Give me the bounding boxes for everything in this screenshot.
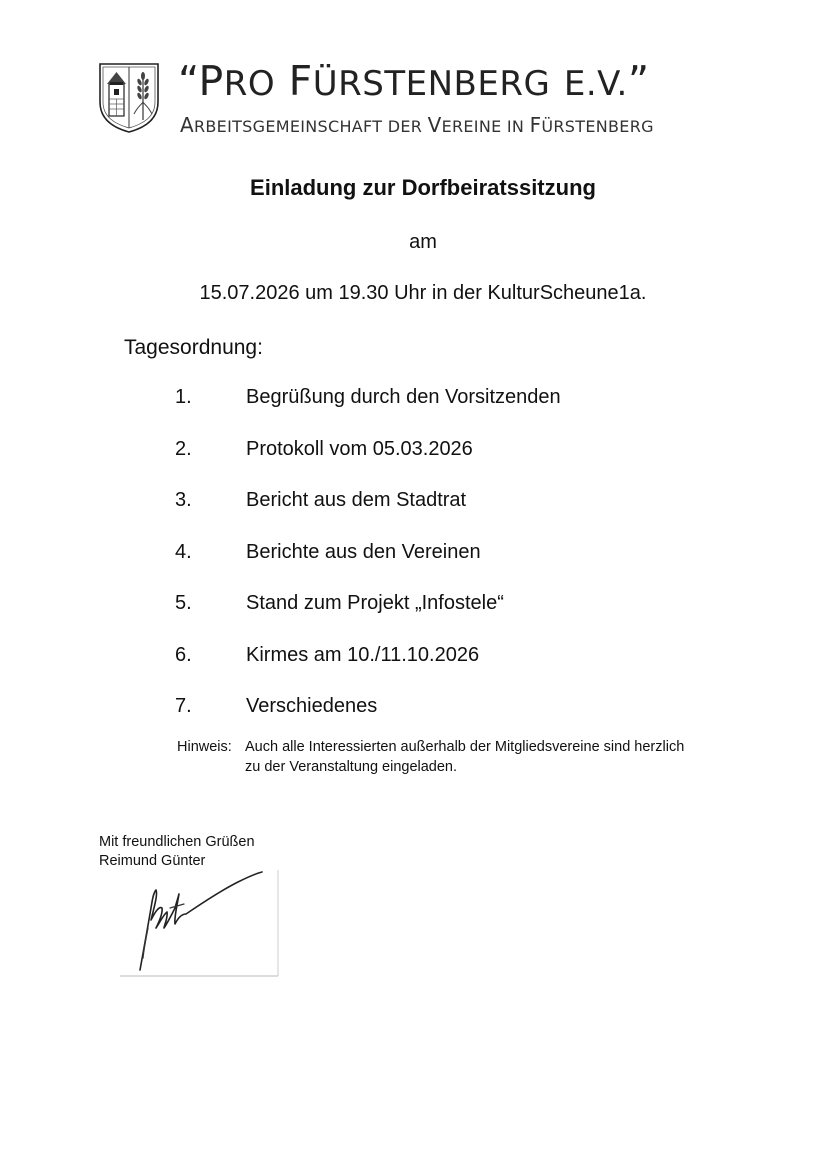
coat-of-arms-icon xyxy=(98,62,160,134)
agenda-item-text: Berichte aus den Vereinen xyxy=(246,540,481,563)
agenda-item-text: Begrüßung durch den Vorsitzenden xyxy=(246,386,561,408)
agenda-item-text: Verschiedenes xyxy=(246,695,378,717)
agenda-item-text: Protokoll vom 05.03.2026 xyxy=(246,437,473,460)
agenda-item xyxy=(175,589,561,641)
agenda-item-text: Stand zum Projekt „Infostele“ xyxy=(246,592,504,614)
notice xyxy=(177,737,684,777)
organization-name: “PRO FÜRSTENBERG E.V.” xyxy=(178,57,650,105)
closing-block xyxy=(99,833,255,871)
meeting-date-location: 15.07.2026 um 19.30 Uhr in der KulturScheune1a. xyxy=(199,282,647,304)
notice-text-line2: zu der Veranstaltung eingeladen. xyxy=(245,759,458,775)
agenda-item-number: 2. xyxy=(175,437,192,460)
signer-name: Reimund Günter xyxy=(99,853,206,869)
agenda-item-number: 6. xyxy=(175,643,192,666)
closing-greeting: Mit freundlichen Grüßen xyxy=(99,834,255,850)
document-title: Einladung zur Dorfbeiratssitzung xyxy=(250,175,596,200)
agenda-item xyxy=(175,692,561,744)
agenda-item-text: Kirmes am 10./11.10.2026 xyxy=(246,643,480,666)
agenda-item xyxy=(175,641,561,693)
agenda-item xyxy=(175,383,561,435)
notice-text-line1: Auch alle Interessierten außerhalb der Mitgliedsvereine sind herzlich xyxy=(245,739,685,755)
date-intro: am xyxy=(409,231,437,253)
agenda-item-number: 7. xyxy=(175,695,192,717)
agenda-item xyxy=(175,486,561,538)
handwritten-signature-icon xyxy=(118,868,282,980)
agenda-list xyxy=(175,383,561,744)
agenda-item-text: Bericht aus dem Stadtrat xyxy=(246,489,467,511)
notice-label: Hinweis: xyxy=(177,739,232,755)
agenda-item-number: 4. xyxy=(175,540,192,563)
agenda-item-number: 3. xyxy=(175,489,192,511)
agenda-item-number: 1. xyxy=(175,386,192,408)
organization-subtitle: ARBEITSGEMEINSCHAFT DER VEREINE IN FÜRSTENBERG xyxy=(180,113,654,137)
agenda-item-number: 5. xyxy=(175,592,192,614)
agenda-item xyxy=(175,435,561,487)
agenda-item xyxy=(175,538,561,590)
agenda-heading: Tagesordnung: xyxy=(124,336,263,359)
